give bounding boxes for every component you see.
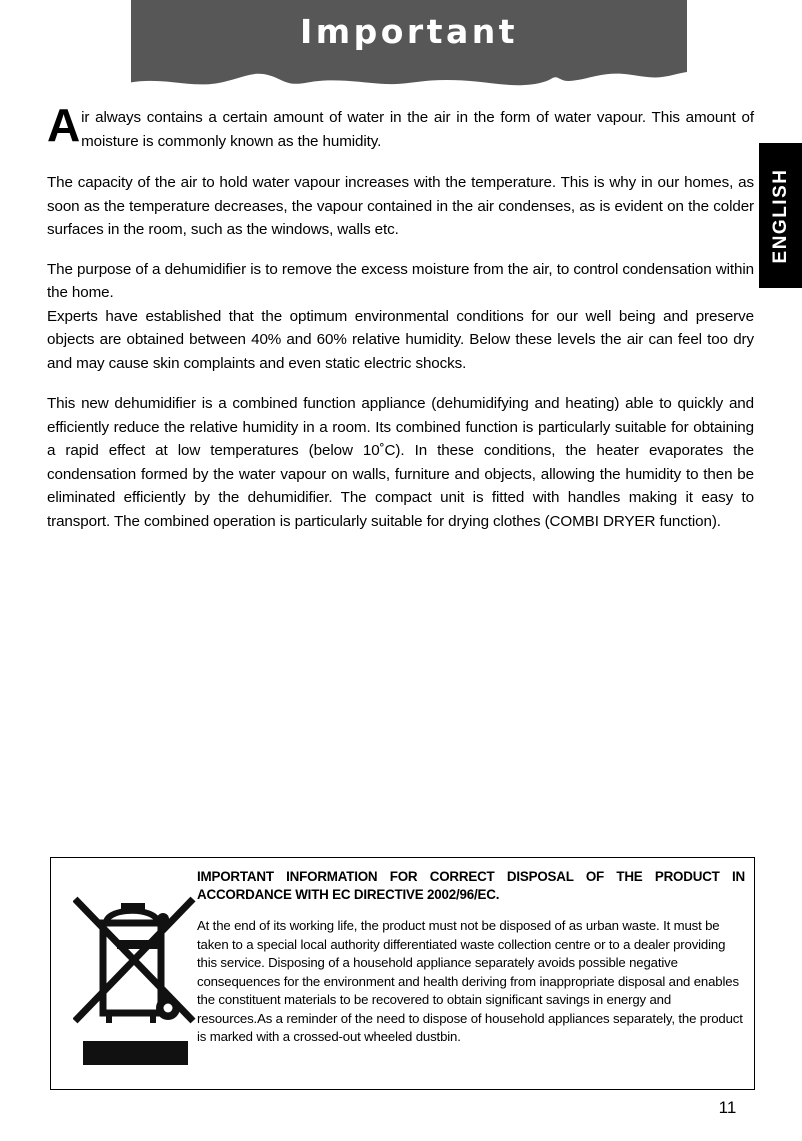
weee-symbol-shape: [73, 893, 198, 1068]
paragraph-combined-function: This new dehumidifier is a combined function appliance (dehumidifying and heating) able to quickly and efficiently reduce the relative humidity in a room. Its combined function is particularly suitable for obtaining a rapid effect at low temperatures (below 10˚C). In these conditions, the heater evaporates the condensation formed by the water vapour on walls, furniture and objects, allowing the humidity to then be eliminated efficiently by the dehumidifier. The compact unit is fitted with handles making it easy to transport. The combined operation is particularly suitable for drying clothes (COMBI DRYER function).: [47, 395, 754, 530]
cross-out-mark: [75, 899, 193, 1021]
disposal-heading: IMPORTANT INFORMATION FOR CORRECT DISPOSAL OF THE PRODUCT IN ACCORDANCE WITH EC DIRECTIVE 2002/96/EC.: [197, 869, 745, 902]
disposal-text-block: [197, 868, 745, 1047]
drop-cap-letter: A: [47, 99, 81, 151]
paragraph-intro-text: ir always contains a certain amount of water in the air in the form of water vapour. This amount of moisture is commonly known as the humidity.: [81, 109, 754, 150]
paragraph-intro: [47, 99, 754, 153]
disposal-notice-box: [50, 857, 755, 1090]
language-tab-english: [759, 143, 802, 288]
paragraph-purpose: The purpose of a dehumidifier is to remove the excess moisture from the air, to control condensation within the home.: [47, 260, 754, 301]
paragraph-group-purpose: [47, 258, 754, 376]
language-tab-label: ENGLISH: [769, 168, 791, 263]
disposal-body: At the end of its working life, the product must not be disposed of as urban waste. It must be taken to a special local authority differentiated waste collection centre or to a dealer providing this service. Disposing of a household appliance separately avoids possible negative consequences for the environment and health deriving from inappropriate disposal and enables the constituent materials to be recovered to obtain significant savings in energy and resources.As a reminder of the need to dispose of household appliances separately, the product is marked with a crossed-out wheeled dustbin.: [197, 918, 743, 1044]
page-number: 11: [718, 1098, 737, 1117]
weee-bar: [83, 1041, 188, 1065]
paragraph-experts: Experts have established that the optimum environmental conditions for our well being and preserve objects are obtained between 40% and 60% relative humidity. Below these levels the air can feel too dry and may cause skin complaints and even static electric shocks.: [47, 307, 754, 372]
main-text-column: [47, 99, 754, 549]
dustbin-wheel-hub: [164, 1004, 173, 1013]
page-title: Important: [299, 12, 519, 51]
paragraph-capacity: The capacity of the air to hold water vapour increases with the temperature. This is why in our homes, as soon as the temperature decreases, the vapour contained in the air condenses, as is evident on the colder surfaces in the room, such as the windows, walls etc.: [47, 174, 754, 238]
page-header-banner: [131, 0, 687, 95]
dustbin-handle: [121, 903, 145, 910]
crossed-out-wheeled-dustbin-icon: [73, 893, 198, 1068]
